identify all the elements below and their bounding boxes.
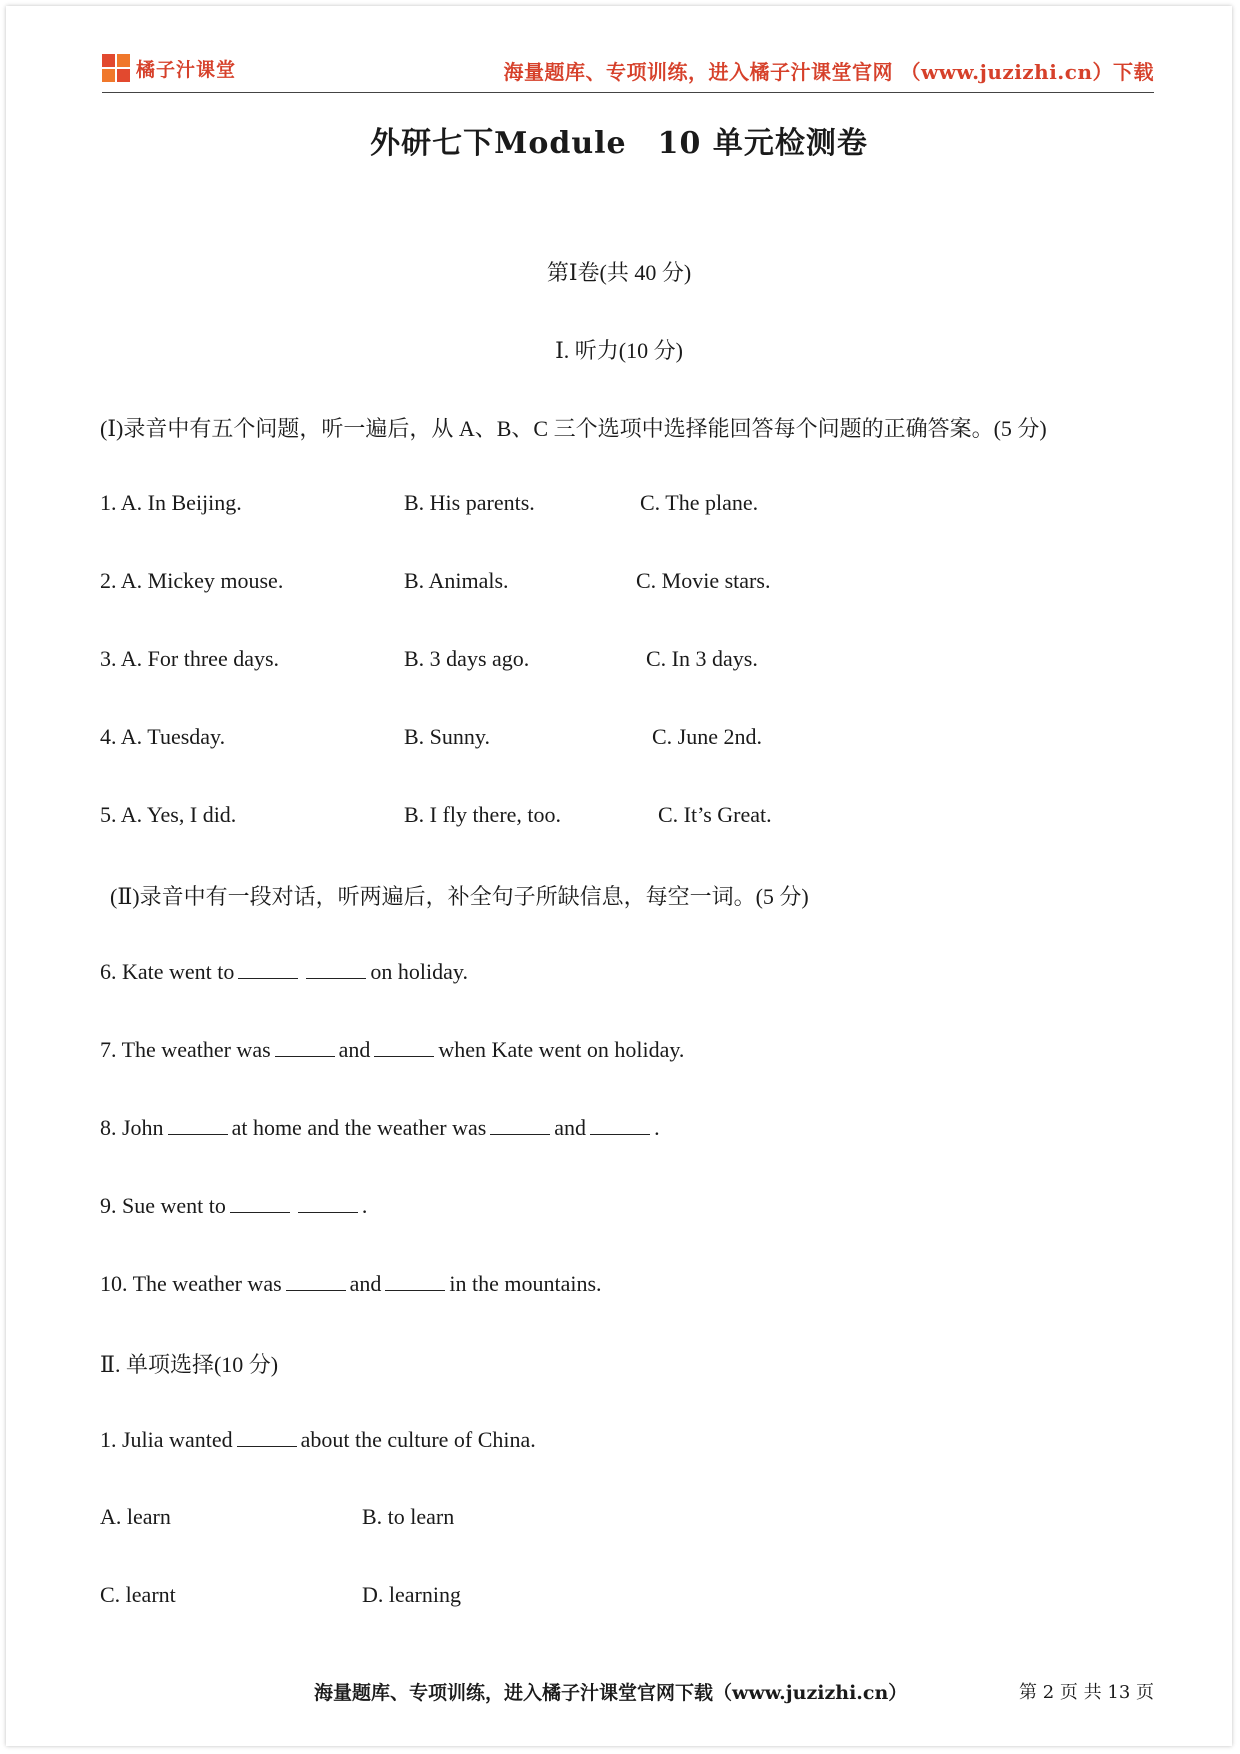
q2-option-a: 2. A. Mickey mouse. <box>100 568 284 593</box>
q9-text-2: . <box>361 1193 368 1218</box>
answer-blank[interactable] <box>490 1114 550 1135</box>
q10-text-1: 10. The weather was <box>100 1271 282 1296</box>
answer-blank[interactable] <box>275 1036 335 1057</box>
q5-option-c: C. It’s Great. <box>658 802 772 827</box>
answer-blank[interactable] <box>168 1114 228 1135</box>
answer-blank[interactable] <box>286 1270 346 1291</box>
q8-text-2: at home and the weather was <box>231 1115 487 1140</box>
footer-slogan: 海量题库、专项训练，进入橘子汁课堂官网下载（www.juzizhi.cn） <box>314 1682 908 1704</box>
q2-option-b: B. Animals. <box>404 568 509 593</box>
q7-text-3: when Kate went on holiday. <box>438 1037 685 1062</box>
mc-q1-option-c: C. learnt <box>100 1582 176 1607</box>
document-page <box>6 6 1232 1746</box>
answer-blank[interactable] <box>298 1192 358 1213</box>
logo-icon <box>102 54 130 82</box>
q5-option-b: B. I fly there, too. <box>404 802 562 827</box>
page-number: 第 2 页 共 13 页 <box>1019 1682 1154 1703</box>
listening-instruction-1: (Ⅰ)录音中有五个问题，听一遍后，从 A、B、C 三个选项中选择能回答每个问题的正确答案。(5 分) <box>100 416 1047 441</box>
q5-option-a: 5. A. Yes, I did. <box>100 802 237 827</box>
answer-blank[interactable] <box>590 1114 650 1135</box>
q4-option-b: B. Sunny. <box>404 724 490 749</box>
q2-option-c: C. Movie stars. <box>636 568 771 593</box>
q1-option-a: 1. A. In Beijing. <box>100 490 242 515</box>
mc-q1-stem-1: 1. Julia wanted <box>100 1427 233 1452</box>
header-slogan: 海量题库、专项训练，进入橘子汁课堂官网 （www.juzizhi.cn）下载 <box>503 60 1154 84</box>
fill-question-7 <box>100 1036 684 1063</box>
q7-text-2: and <box>338 1037 371 1062</box>
section-heading-listening: Ⅰ. 听力(10 分) <box>555 338 683 363</box>
answer-blank[interactable] <box>374 1036 434 1057</box>
part-heading: 第Ⅰ卷(共 40 分) <box>546 260 692 285</box>
fill-question-10 <box>100 1270 602 1297</box>
mc-q1-stem-2: about the culture of China. <box>300 1427 536 1452</box>
answer-blank[interactable] <box>385 1270 445 1291</box>
answer-blank[interactable] <box>230 1192 290 1213</box>
document-title: 外研七下Module 10 单元检测卷 <box>370 126 868 161</box>
answer-blank[interactable] <box>237 1426 297 1447</box>
q6-text-2: on holiday. <box>370 959 468 984</box>
mc-q1-option-b: B. to learn <box>362 1504 455 1529</box>
q6-text-1: 6. Kate went to <box>100 959 235 984</box>
logo-text: 橘子汁课堂 <box>136 58 237 81</box>
q4-option-c: C. June 2nd. <box>652 724 762 749</box>
listening-instruction-2: (Ⅱ)录音中有一段对话，听两遍后，补全句子所缺信息，每空一词。(5 分) <box>110 884 809 909</box>
q8-text-4: . <box>654 1115 660 1140</box>
page-header <box>102 48 1154 93</box>
q8-text-1: 8. John <box>100 1115 164 1140</box>
q3-option-c: C. In 3 days. <box>646 646 758 671</box>
fill-question-9 <box>100 1192 367 1219</box>
q3-option-b: B. 3 days ago. <box>404 646 530 671</box>
q1-option-b: B. His parents. <box>404 490 535 515</box>
q7-text-1: 7. The weather was <box>100 1037 271 1062</box>
mc-q1-option-d: D. learning <box>362 1582 461 1607</box>
answer-blank[interactable] <box>238 958 298 979</box>
q8-text-3: and <box>554 1115 587 1140</box>
mc-question-1 <box>100 1426 536 1453</box>
fill-question-8 <box>100 1114 660 1141</box>
page-footer <box>102 1678 1154 1708</box>
q4-option-a: 4. A. Tuesday. <box>100 724 226 749</box>
q9-text-1: 9. Sue went to <box>100 1193 226 1218</box>
fill-question-6 <box>100 958 468 985</box>
q10-text-3: in the mountains. <box>449 1271 602 1296</box>
logo <box>102 52 236 84</box>
section-heading-multiple-choice: Ⅱ. 单项选择(10 分) <box>100 1352 279 1377</box>
answer-blank[interactable] <box>306 958 366 979</box>
q10-text-2: and <box>349 1271 382 1296</box>
q1-option-c: C. The plane. <box>640 490 759 515</box>
mc-q1-option-a: A. learn <box>100 1504 171 1529</box>
q3-option-a: 3. A. For three days. <box>100 646 280 671</box>
